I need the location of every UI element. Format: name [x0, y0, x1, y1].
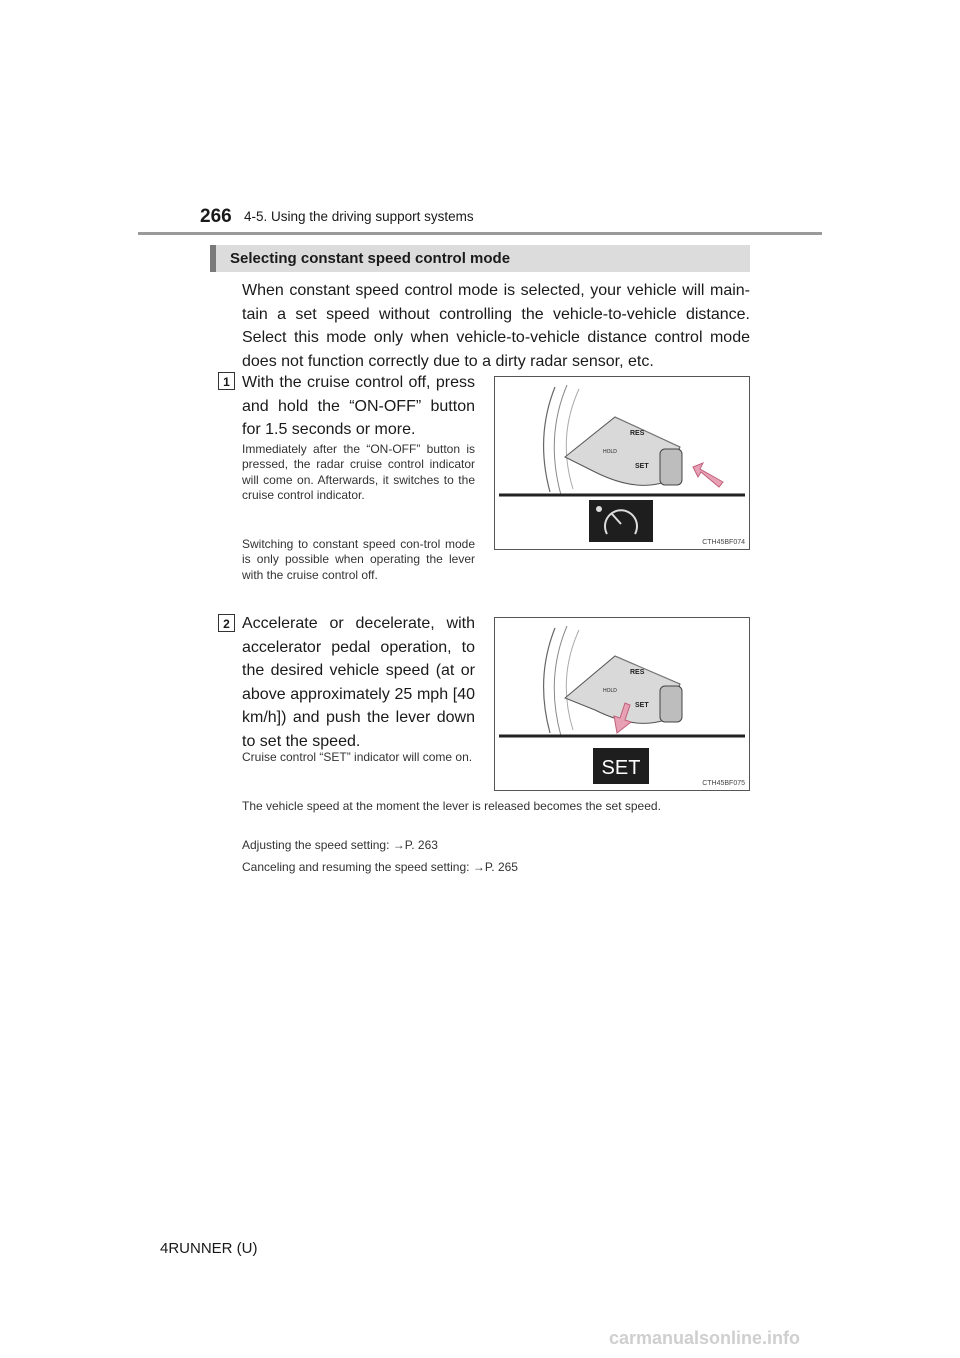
set-speed-note: The vehicle speed at the moment the lever is released becomes the set speed.	[242, 799, 661, 813]
section-heading	[210, 245, 750, 272]
ref-canceling	[242, 860, 518, 874]
lever-illustration-1	[495, 377, 751, 551]
step-1-text: With the cruise control off, press and hold the “ON-OFF” button for 1.5 seconds or more.	[242, 374, 475, 438]
svg-text:HOLD: HOLD	[603, 688, 617, 694]
on-off-button	[660, 449, 682, 485]
svg-text:SET: SET	[635, 463, 649, 470]
step-2-note-1: Cruise control “SET” indicator will come on.	[242, 750, 473, 764]
figure-lever-on-off	[494, 376, 750, 550]
step-2-badge: 2	[218, 614, 235, 632]
figure-code: CTH45BF075	[702, 780, 745, 787]
ref-adjusting-text: Adjusting the speed setting:	[242, 838, 393, 852]
figure-lever-set	[494, 617, 750, 791]
ref-canceling-page[interactable]: P. 265	[484, 860, 518, 874]
watermark: carmanualsonline.info	[609, 1328, 801, 1348]
ref-canceling-text: Canceling and resuming the speed setting:	[242, 860, 473, 874]
svg-text:HOLD: HOLD	[603, 449, 617, 455]
heading-text: Selecting constant speed control mode	[230, 250, 511, 267]
arrow-right-icon: →	[392, 838, 405, 852]
svg-text:RES: RES	[630, 669, 645, 676]
section-title: 4-5. Using the driving support systems	[244, 209, 474, 224]
press-arrow-icon	[693, 463, 723, 487]
svg-text:SET: SET	[635, 702, 649, 709]
ref-adjusting-page[interactable]: P. 263	[404, 838, 438, 852]
step-1-note-1: Immediately after the “ON-OFF” button is pressed, the radar cruise control indicator will come on. Afterwards, it switches to the cruise control indicator.	[242, 442, 475, 503]
figure-code: CTH45BF074	[702, 539, 745, 546]
step-1-badge: 1	[218, 372, 235, 390]
page-number: 266	[200, 206, 232, 227]
header-rule	[138, 232, 822, 235]
step-1-note-2: Switching to constant speed con-trol mode is only possible when operating the lever with the cruise control off.	[242, 537, 475, 582]
ref-adjusting	[242, 838, 438, 852]
set-indicator-label: SET	[601, 757, 641, 779]
arrow-right-icon: →	[472, 860, 485, 874]
lever-illustration-2	[495, 618, 751, 792]
step-2-text: Accelerate or decelerate, with accelerator pedal operation, to the desired vehicle speed (at or above approximately 25 mph [40 km/h]) and push the lever down to set the speed.	[242, 615, 475, 750]
intro-paragraph: When constant speed control mode is selected, your vehicle will main-tain a set speed without controlling the vehicle-to-vehicle distance. Select this mode only when vehicle-to-vehicle distance control mode does not function correctly due to a dirty radar sensor, etc.	[242, 282, 750, 370]
model-label: 4RUNNER (U)	[160, 1240, 258, 1257]
svg-text:RES: RES	[630, 430, 645, 437]
